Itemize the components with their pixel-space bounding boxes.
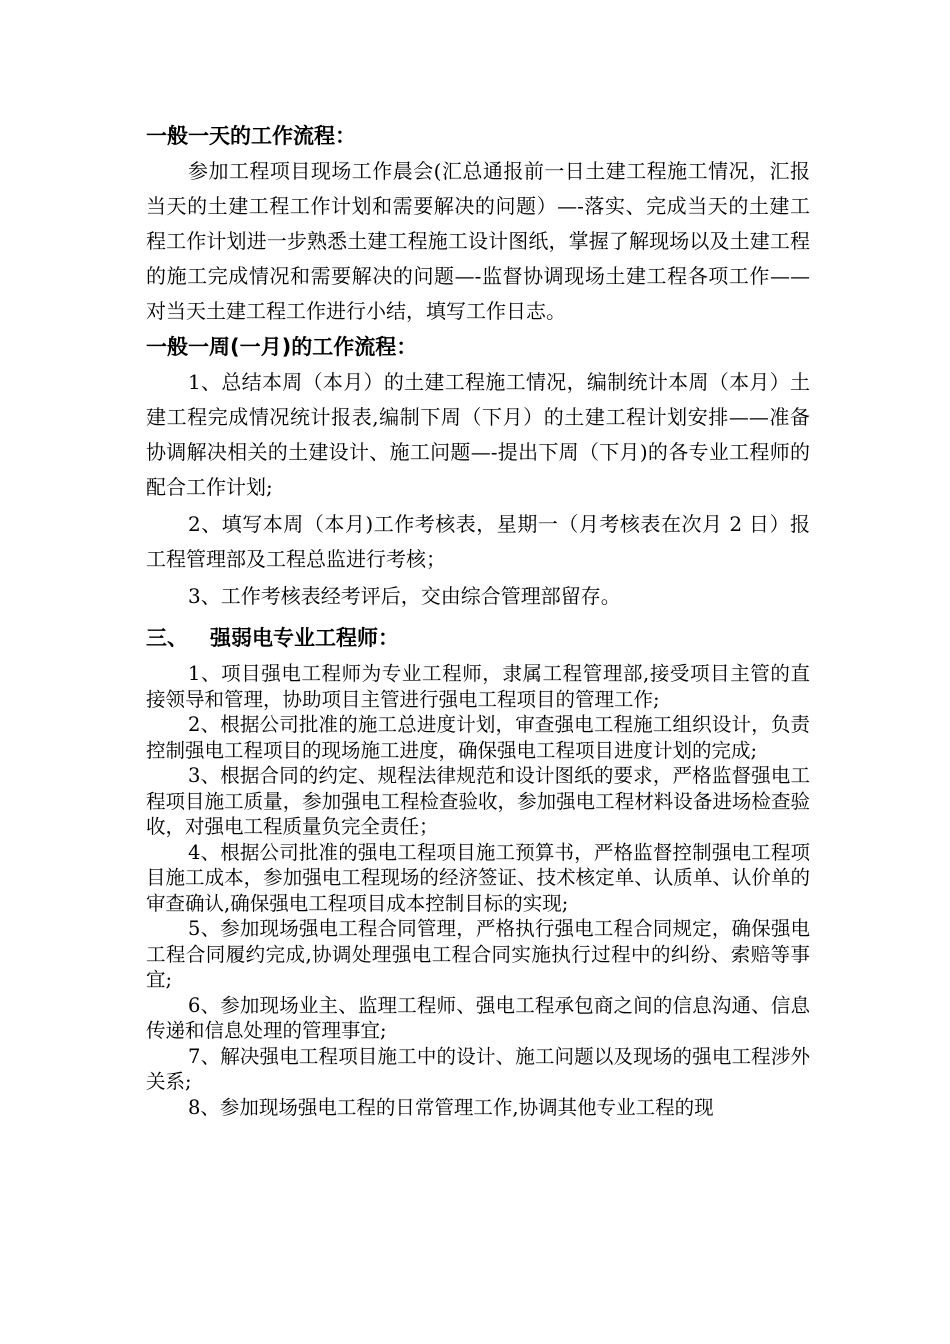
section-three-item: 2、根据公司批准的施工总进度计划，审查强电工程施工组织设计，负责控制强电工程项目的现场施工进度，确保强电工程项目进度计划的完成;: [146, 713, 810, 762]
section-title: 强弱电专业工程师：: [210, 626, 399, 650]
section-three-item: 1、项目强电工程师为专业工程师，隶属工程管理部,接受项目主管的直接领导和管理，协助项目主管进行强电工程项目的管理工作;: [146, 662, 810, 711]
document-body: [146, 118, 810, 1120]
section-three-item: 3、根据合同的约定、规程法律规范和设计图纸的要求，严格监督强电工程项目施工质量，参加强电工程检查验收，参加强电工程材料设备进场检查验收，对强电工程质量负完全责任；: [146, 764, 810, 838]
section-three-item: 6、参加现场业主、监理工程师、强电工程承包商之间的信息沟通、信息传递和信息处理的管理事宜;: [146, 993, 810, 1042]
section-three-heading: [146, 620, 810, 656]
section-three-item: 7、解决强电工程项目施工中的设计、施工问题以及现场的强电工程涉外关系;: [146, 1044, 810, 1093]
section-three-item: 5、参加现场强电工程合同管理，严格执行强电工程合同规定，确保强电工程合同履约完成,协调处理强电工程合同实施执行过程中的纠纷、索赔等事宜;: [146, 917, 810, 991]
section-three-item: 4、根据公司批准的强电工程项目施工预算书，严格监督控制强电工程项目施工成本，参加强电工程现场的经济签证、技术核定单、认质单、认价单的审查确认,确保强电工程项目成本控制目标的实现;: [146, 840, 810, 915]
weekly-workflow-item: 2、填写本周（本月)工作考核表，星期一（月考核表在次月 2 日）报工程管理部及工程总监进行考核；: [146, 512, 810, 571]
section-number: 三、: [146, 626, 188, 650]
weekly-workflow-heading: 一般一周(一月)的工作流程：: [146, 335, 418, 359]
daily-workflow-heading: 一般一天的工作流程：: [146, 124, 356, 148]
section-three-item: 8、参加现场强电工程的日常管理工作,协调其他专业工程的现: [188, 1095, 714, 1119]
weekly-workflow-item: 1、总结本周（本月）的土建工程施工情况，编制统计本周（本月）土建工程完成情况统计报表,编制下周（下月）的土建工程计划安排——准备协调解决相关的土建设计、施工问题—-提出下周（下月)的各专业工程师的配合工作计划;: [146, 370, 810, 499]
daily-workflow-paragraph: 参加工程项目现场工作晨会(汇总通报前一日土建工程施工情况，汇报当天的土建工程工作计划和需要解决的问题）—-落实、完成当天的土建工程工作计划进一步熟悉土建工程施工设计图纸，掌握了解现场以及土建工程的施工完成情况和需要解决的问题—-监督协调现场土建工程各项工作——对当天土建工程工作进行小结，填写工作日志。: [146, 159, 810, 323]
weekly-workflow-item: 3、工作考核表经考评后，交由综合管理部留存。: [188, 584, 621, 608]
